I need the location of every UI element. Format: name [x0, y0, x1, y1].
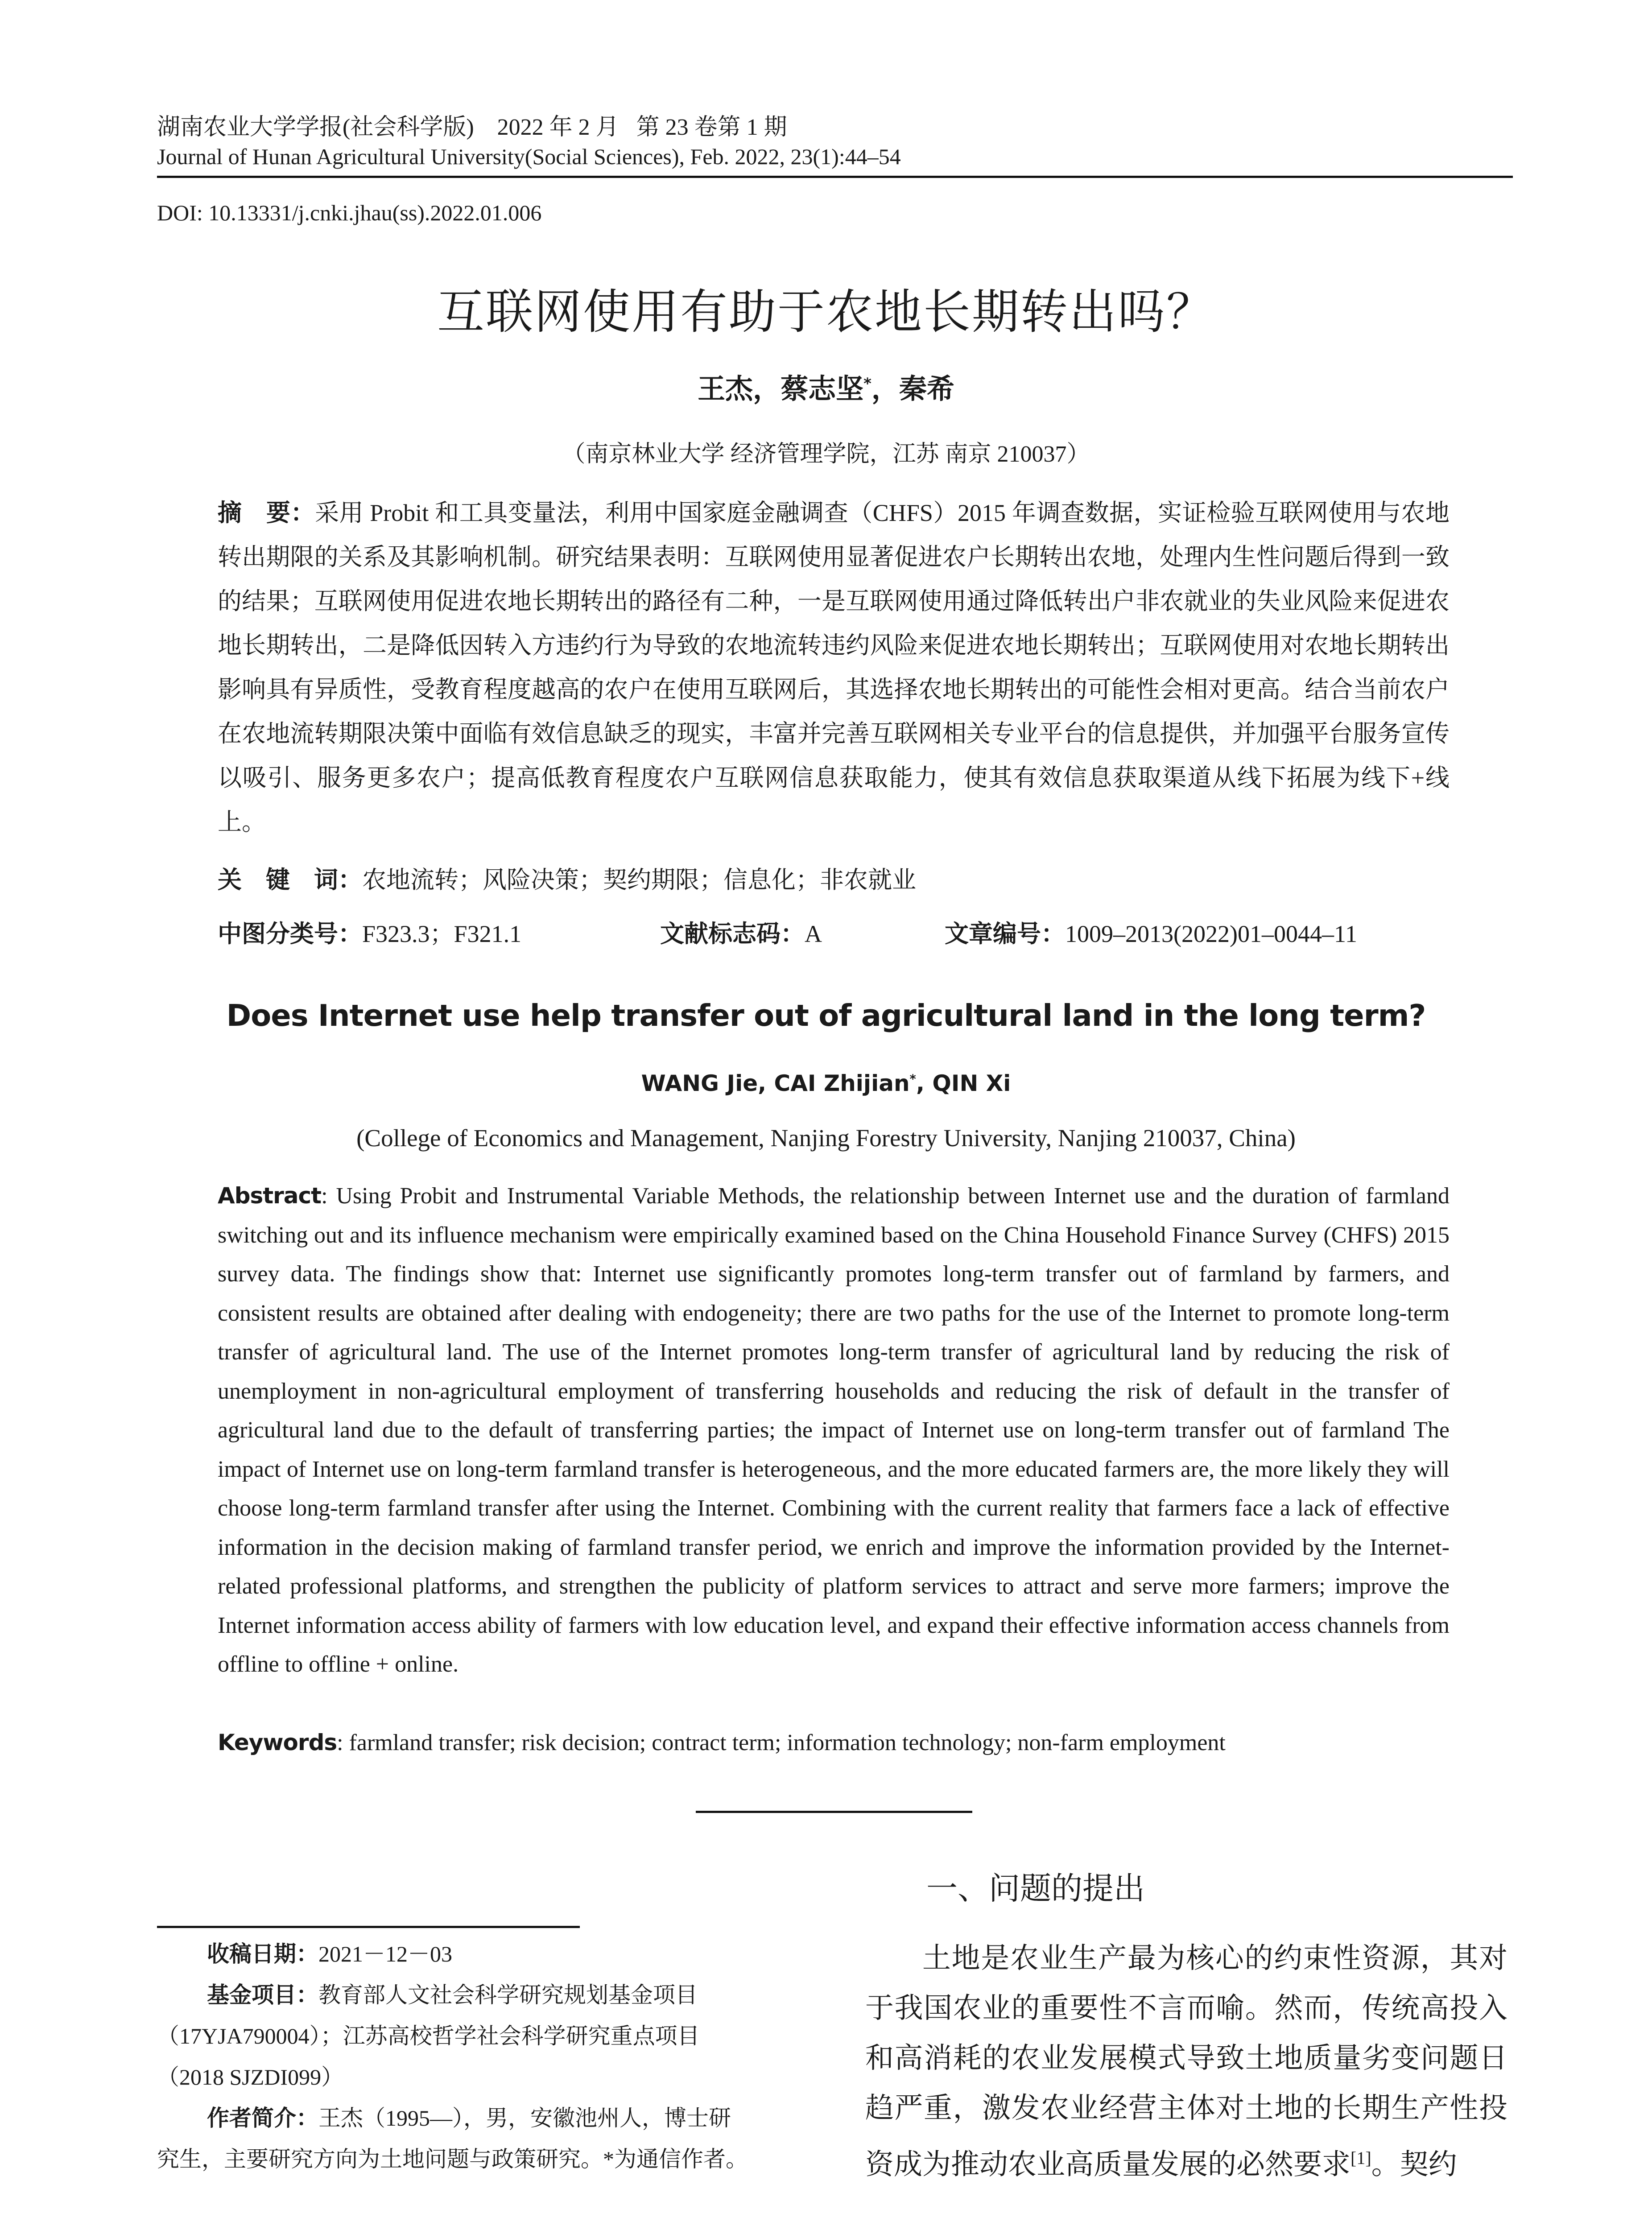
abstract-cn	[218, 491, 1450, 844]
author-line-1	[157, 2098, 799, 2139]
corresponding-mark-en: *	[909, 1072, 916, 1086]
fund-value-2: （17YJA790004）；江苏高校哲学社会科学研究重点项目	[157, 2024, 700, 2048]
journal-header-en: Journal of Hunan Agricultural University(Social Sciences), Feb. 2022, 23(1):44–54	[157, 144, 901, 169]
fund-line-1	[157, 1974, 799, 2015]
affiliation-en: (College of Economics and Management, Nanjing Forestry University, Nanjing 210037, China)	[356, 1124, 1296, 1152]
author-label: 作者简介：	[207, 2105, 318, 2131]
affiliation-cn: （南京林业大学 经济管理学院，江苏 南京 210037）	[562, 442, 1090, 467]
body-text	[865, 1933, 1507, 2189]
keywords-cn	[218, 861, 1450, 895]
body-paragraph-text: 土地是农业生产最为核心的约束性资源，其对于我国农业的重要性不言而喻。然而，传统高投入和高消耗的农业发展模式导致土地质量劣变问题日趋严重，激发农业经营主体对土地的长期生产性投资成为推动农业高质量发展的必然要求	[865, 1942, 1507, 2180]
authors-cn-part2: ，秦希	[871, 372, 954, 405]
journal-header-cn: 湖南农业大学学报(社会科学版) 2022 年 2 月 第 23 卷第 1 期	[157, 115, 787, 140]
abstract-en	[218, 1177, 1450, 1684]
authors-cn-part1: 王杰，蔡志坚	[698, 372, 864, 405]
body-paragraph-tail: 。契约	[1371, 2148, 1457, 2180]
classification-row	[218, 915, 1450, 950]
fund-value-3: （2018 SJZDI099）	[157, 2065, 344, 2090]
doc-value: A	[805, 921, 822, 947]
keywords-cn-label: 关 键 词：	[218, 866, 362, 894]
art-value: 1009–2013(2022)01–0044–11	[1065, 921, 1357, 947]
abstract-en-text: : Using Probit and Instrumental Variable Methods, the relationship between Internet use and the duration of farmland switching out and its influence mechanism were empirically examined based on the China Household Finance Survey (CHFS) 2015 survey data. The findings show that: Internet use significantly promotes long-term transfer out of farmland by farmers, and consistent results are obtained after dealing with endogeneity; there are two paths for the use of the Internet to promote long-term transfer of agricultural land. The use of the Internet promotes long-term transfer of agricultural land by reducing the risk of unemployment in non-agricultural employment of transferring households and reducing the risk of default in the transfer of agricultural land due to the default of transferring parties; the impact of Internet use on long-term transfer out of farmland The impact of Internet use on long-term farmland transfer is heterogeneous, and the more educated farmers are, the more likely they will choose long-term farmland transfer after using the Internet. Combining with the current reality that farmers face a lack of effective information in the decision making of farmland transfer period, we enrich and improve the information provided by the Internet-related professional platforms, and strengthen the publicity of platform services to attract and serve more farmers; improve the Internet information access ability of farmers with low education level, and expand their effective information access channels from offline to offline + online.	[218, 1183, 1450, 1677]
author-value-1: 王杰（1995—），男，安徽池州人，博士研	[318, 2106, 731, 2131]
title-en: Does Internet use help transfer out of agricultural land in the long term?	[226, 998, 1426, 1033]
keywords-en-label: Keywords	[218, 1730, 337, 1755]
header-rule	[157, 176, 1513, 178]
authors-en-part1: WANG Jie, CAI Zhijian	[641, 1070, 910, 1096]
body-paragraph	[865, 1933, 1507, 2189]
authors-cn	[0, 367, 1652, 406]
art-label: 文章编号：	[945, 920, 1065, 948]
fund-value-1: 教育部人文社会科学研究规划基金项目	[318, 1982, 698, 2007]
received-value: 2021－12－03	[318, 1941, 452, 1966]
doc-label: 文献标志码：	[660, 920, 805, 948]
abstract-en-label: Abstract	[218, 1183, 322, 1209]
clc-number	[218, 915, 521, 949]
clc-label: 中图分类号：	[218, 920, 362, 948]
fund-label: 基金项目：	[207, 1982, 318, 2008]
reference-mark: [1]	[1351, 2148, 1371, 2168]
keywords-cn-text: 农地流转；风险决策；契约期限；信息化；非农就业	[362, 867, 916, 893]
footnote-rule	[157, 1926, 580, 1928]
center-divider	[696, 1811, 972, 1813]
section-title: 一、问题的提出	[926, 1870, 1145, 1907]
document-code	[660, 915, 822, 949]
abstract-cn-label: 摘 要：	[218, 499, 315, 527]
keywords-en	[218, 1730, 1450, 1756]
footnotes	[157, 1933, 799, 2180]
doi: DOI: 10.13331/j.cnki.jhau(ss).2022.01.006	[157, 200, 542, 225]
authors-en-part2: , QIN Xi	[916, 1070, 1011, 1096]
article-number	[945, 915, 1357, 949]
clc-value: F323.3；F321.1	[362, 921, 522, 947]
keywords-en-text: : farmland transfer; risk decision; contract term; information technology; non-farm employment	[337, 1730, 1226, 1755]
abstract-cn-text: 采用 Probit 和工具变量法，利用中国家庭金融调查（CHFS）2015 年调查数据，实证检验互联网使用与农地转出期限的关系及其影响机制。研究结果表明：互联网使用显著促进农户长期转出农地，处理内生性问题后得到一致的结果；互联网使用促进农地长期转出的路径有二种，一是互联网使用通过降低转出户非农就业的失业风险来促进农地长期转出，二是降低因转入方违约行为导致的农地流转违约风险来促进农地长期转出；互联网使用对农地长期转出影响具有异质性，受教育程度越高的农户在使用互联网后，其选择农地长期转出的可能性会相对更高。结合当前农户在农地流转期限决策中面临有效信息缺乏的现实，丰富并完善互联网相关专业平台的信息提供，并加强平台服务宣传以吸引、服务更多农户；提高低教育程度农户互联网信息获取能力，使其有效信息获取渠道从线下拓展为线下+线上。	[218, 500, 1450, 835]
corresponding-mark: *	[863, 375, 871, 393]
received-label: 收稿日期：	[207, 1941, 318, 1967]
authors-en	[0, 1070, 1652, 1096]
title-cn: 互联网使用有助于农地长期转出吗？	[437, 285, 1215, 339]
author-value-2: 究生，主要研究方向为土地问题与政策研究。*为通信作者。	[157, 2147, 748, 2172]
received-date	[157, 1933, 799, 1974]
